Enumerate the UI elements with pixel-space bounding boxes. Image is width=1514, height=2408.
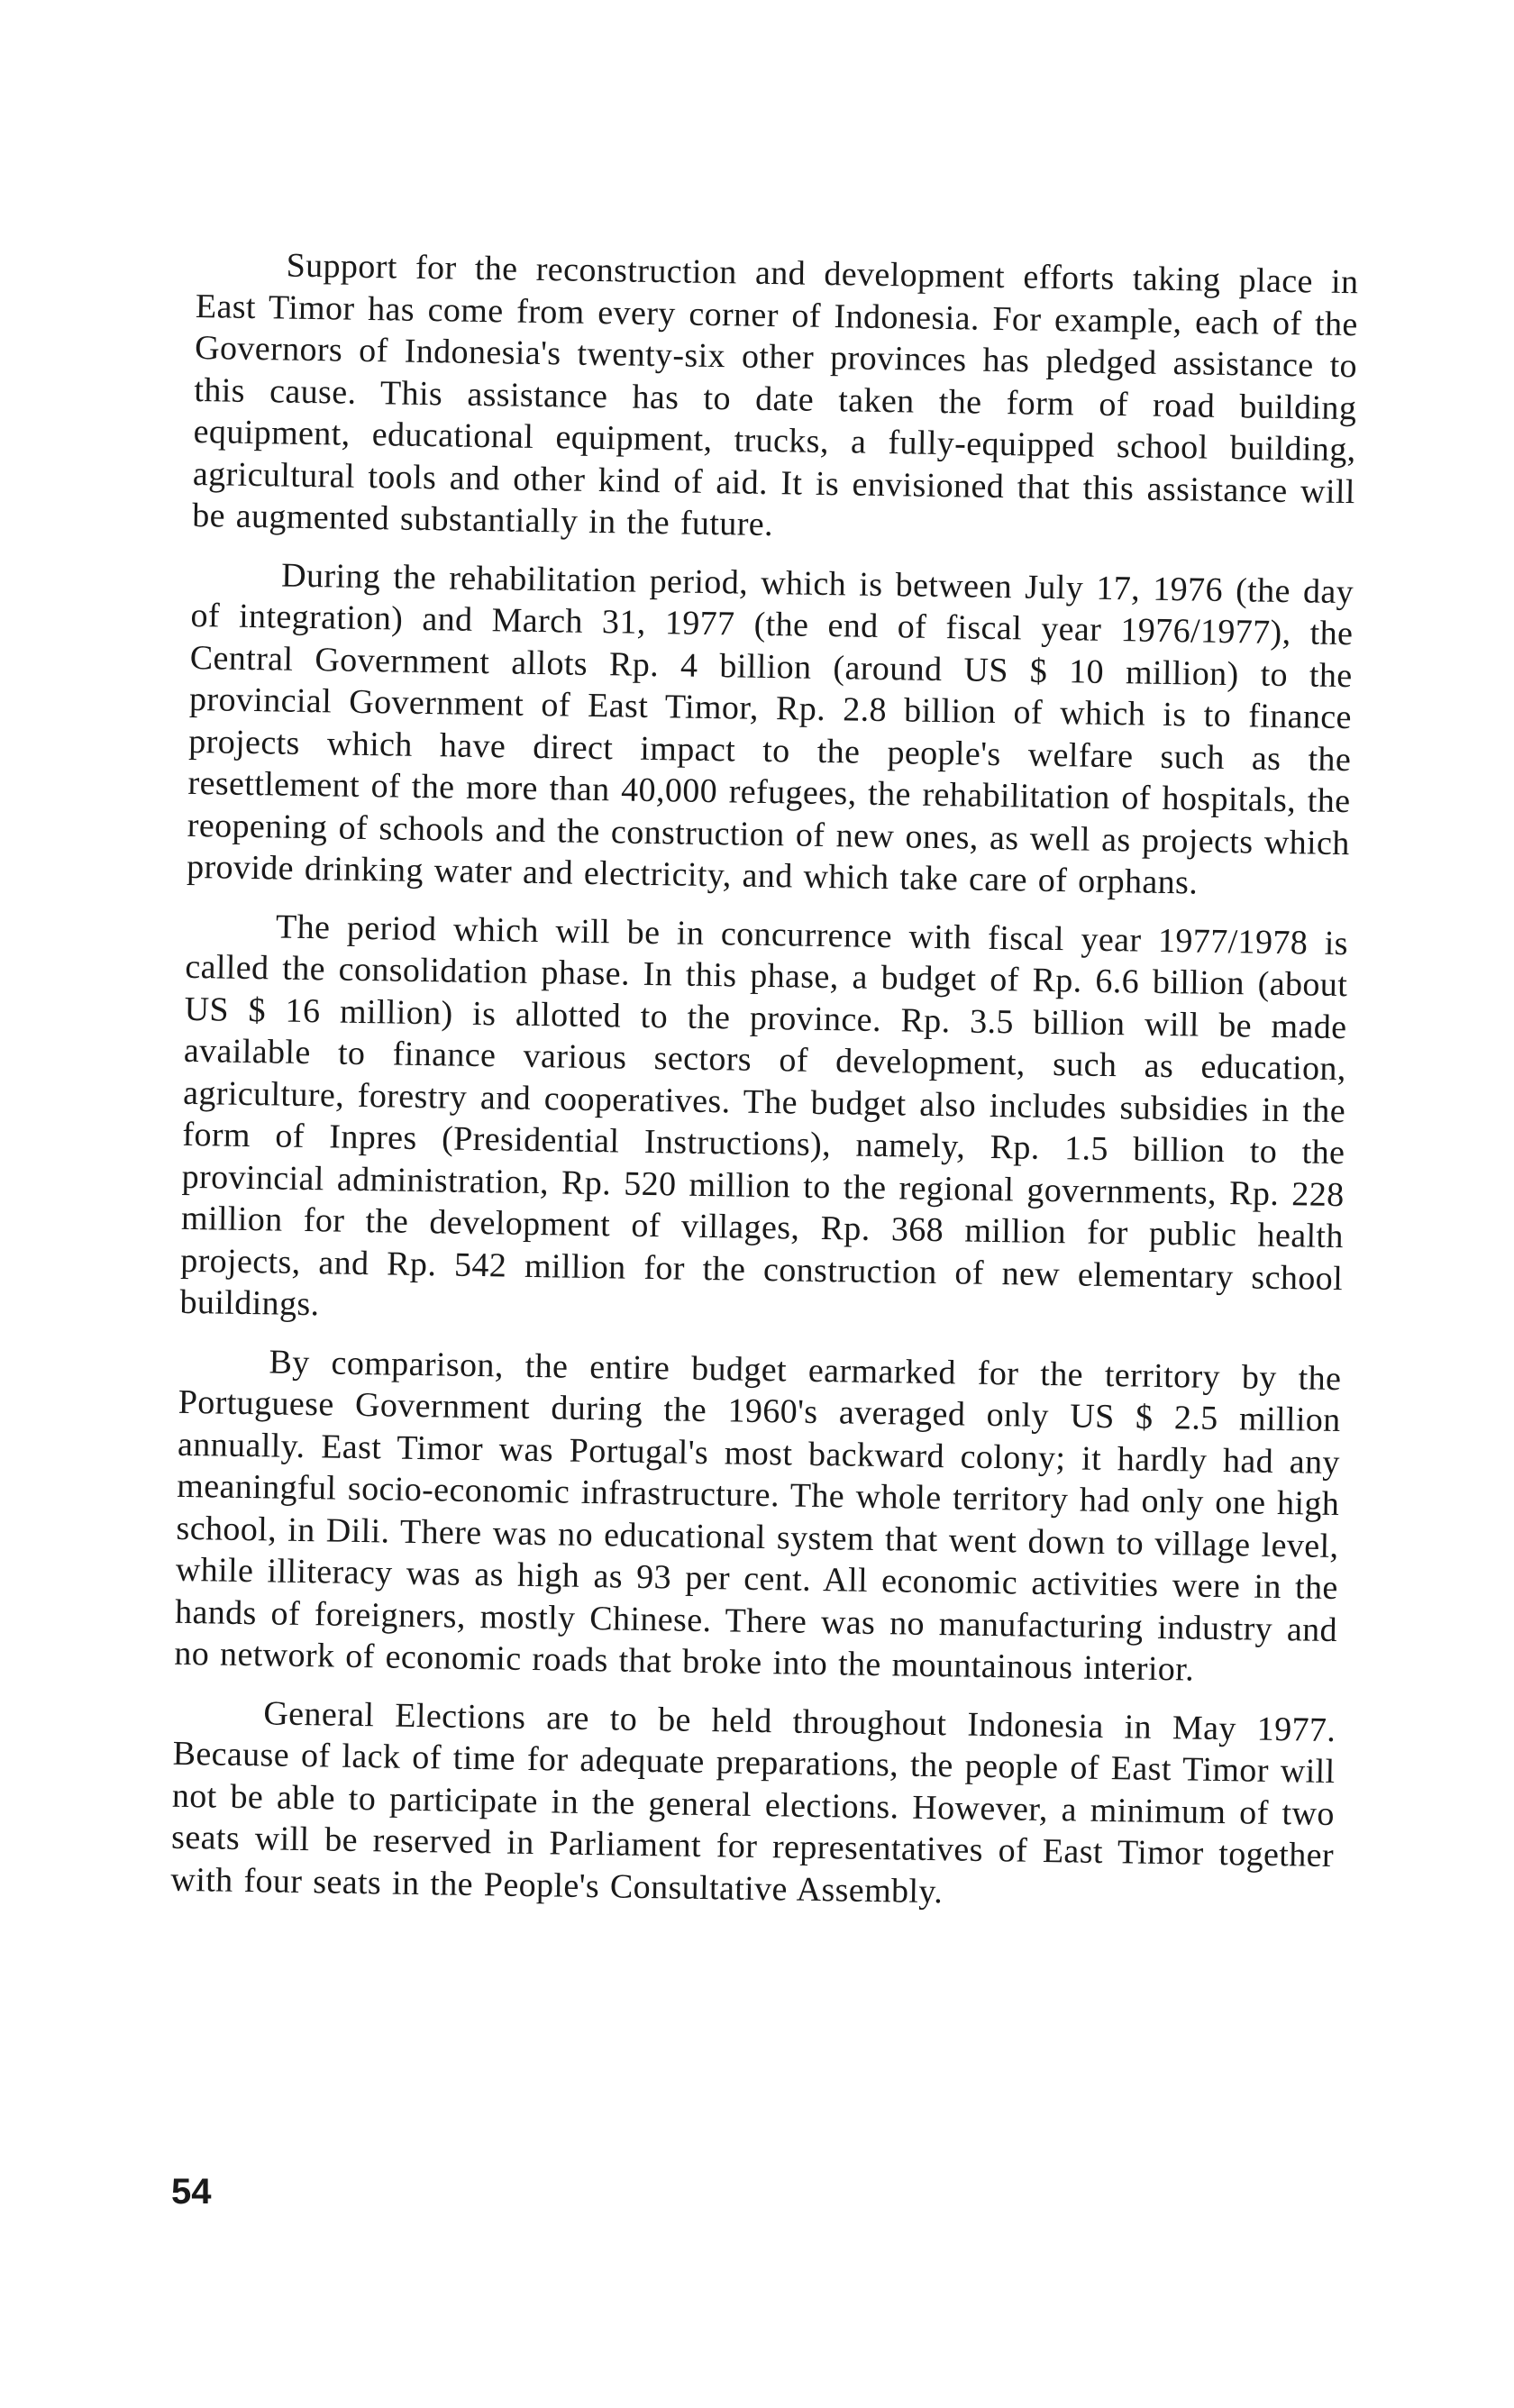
paragraph-comparison: By comparison, the entire budget earmarked for the territory by the Portuguese Government during the 1960's averaged only US $ 2.5 million annually. East Timor was Portugal's most backward colony; it hardly had any meaningful socio-economic infrastructure. The whole territory had only one high school, in Dili. There was no educational system that went down to village level, while illiteracy was as high as 93 per cent. All economic activities were in the hands of foreigners, mostly Chinese. There was no manufacturing industry and no network of economic roads that broke into the mountainous interior. — [174, 1342, 1342, 1689]
page-number: 54 — [171, 2172, 212, 2212]
paragraph-rehabilitation: During the rehabilitation period, which is between July 17, 1976 (the day of integration) and March 31, 1977 (the end of fiscal year 1976/1977), the Central Government allots Rp. 4 billion (around US $ 10 million) to the provincial Government of East Timor, Rp. 2.8 billion of which is to finance projects which have direct impact to the people's welfare such as the resettlement of the more than 40,000 refugees, the rehabilitation of hospitals, the reopening of schools and the construction of new ones, as well as projects which provide drinking water and electricity, and which take care of orphans. — [186, 556, 1354, 902]
paragraph-elections: General Elections are to be held throughout Indonesia in May 1977. Because of lack of time for adequate preparations, the people of East Timor will not be able to participate in the general elections. However, a minimum of two seats will be reserved in Parliament for representatives of East Timor together with four seats in the People's Consultative Assembly. — [170, 1693, 1336, 1911]
paragraph-consolidation: The period which will be in concurrence with fiscal year 1977/1978 is called the consolidation phase. In this phase, a budget of Rp. 6.6 billion (about US $ 16 million) is allotted to the province. Rp. 3.5 billion will be made available to finance various sectors of development, such as education, agriculture, forestry and cooperatives. The budget also includes subsidies in the form of Inpres (Presidential Instructions), namely, Rp. 1.5 billion to the provincial administration, Rp. 520 million to the regional governments, Rp. 228 million for the development of villages, Rp. 368 million for public health projects, and Rp. 542 million for the construction of new elementary school buildings. — [179, 907, 1349, 1324]
body-text — [170, 243, 1359, 1935]
paragraph-support: Support for the reconstruction and development efforts taking place in East Timor has come from every corner of Indonesia. For example, each of the Governors of Indonesia's twenty-six other provinces has pledged assistance to this cause. This assistance has to date taken the form of road building equipment, educational equipment, trucks, a fully-equipped school building, agricultural tools and other kind of aid. It is envisioned that this assistance will be augmented substantially in the future. — [191, 246, 1359, 544]
